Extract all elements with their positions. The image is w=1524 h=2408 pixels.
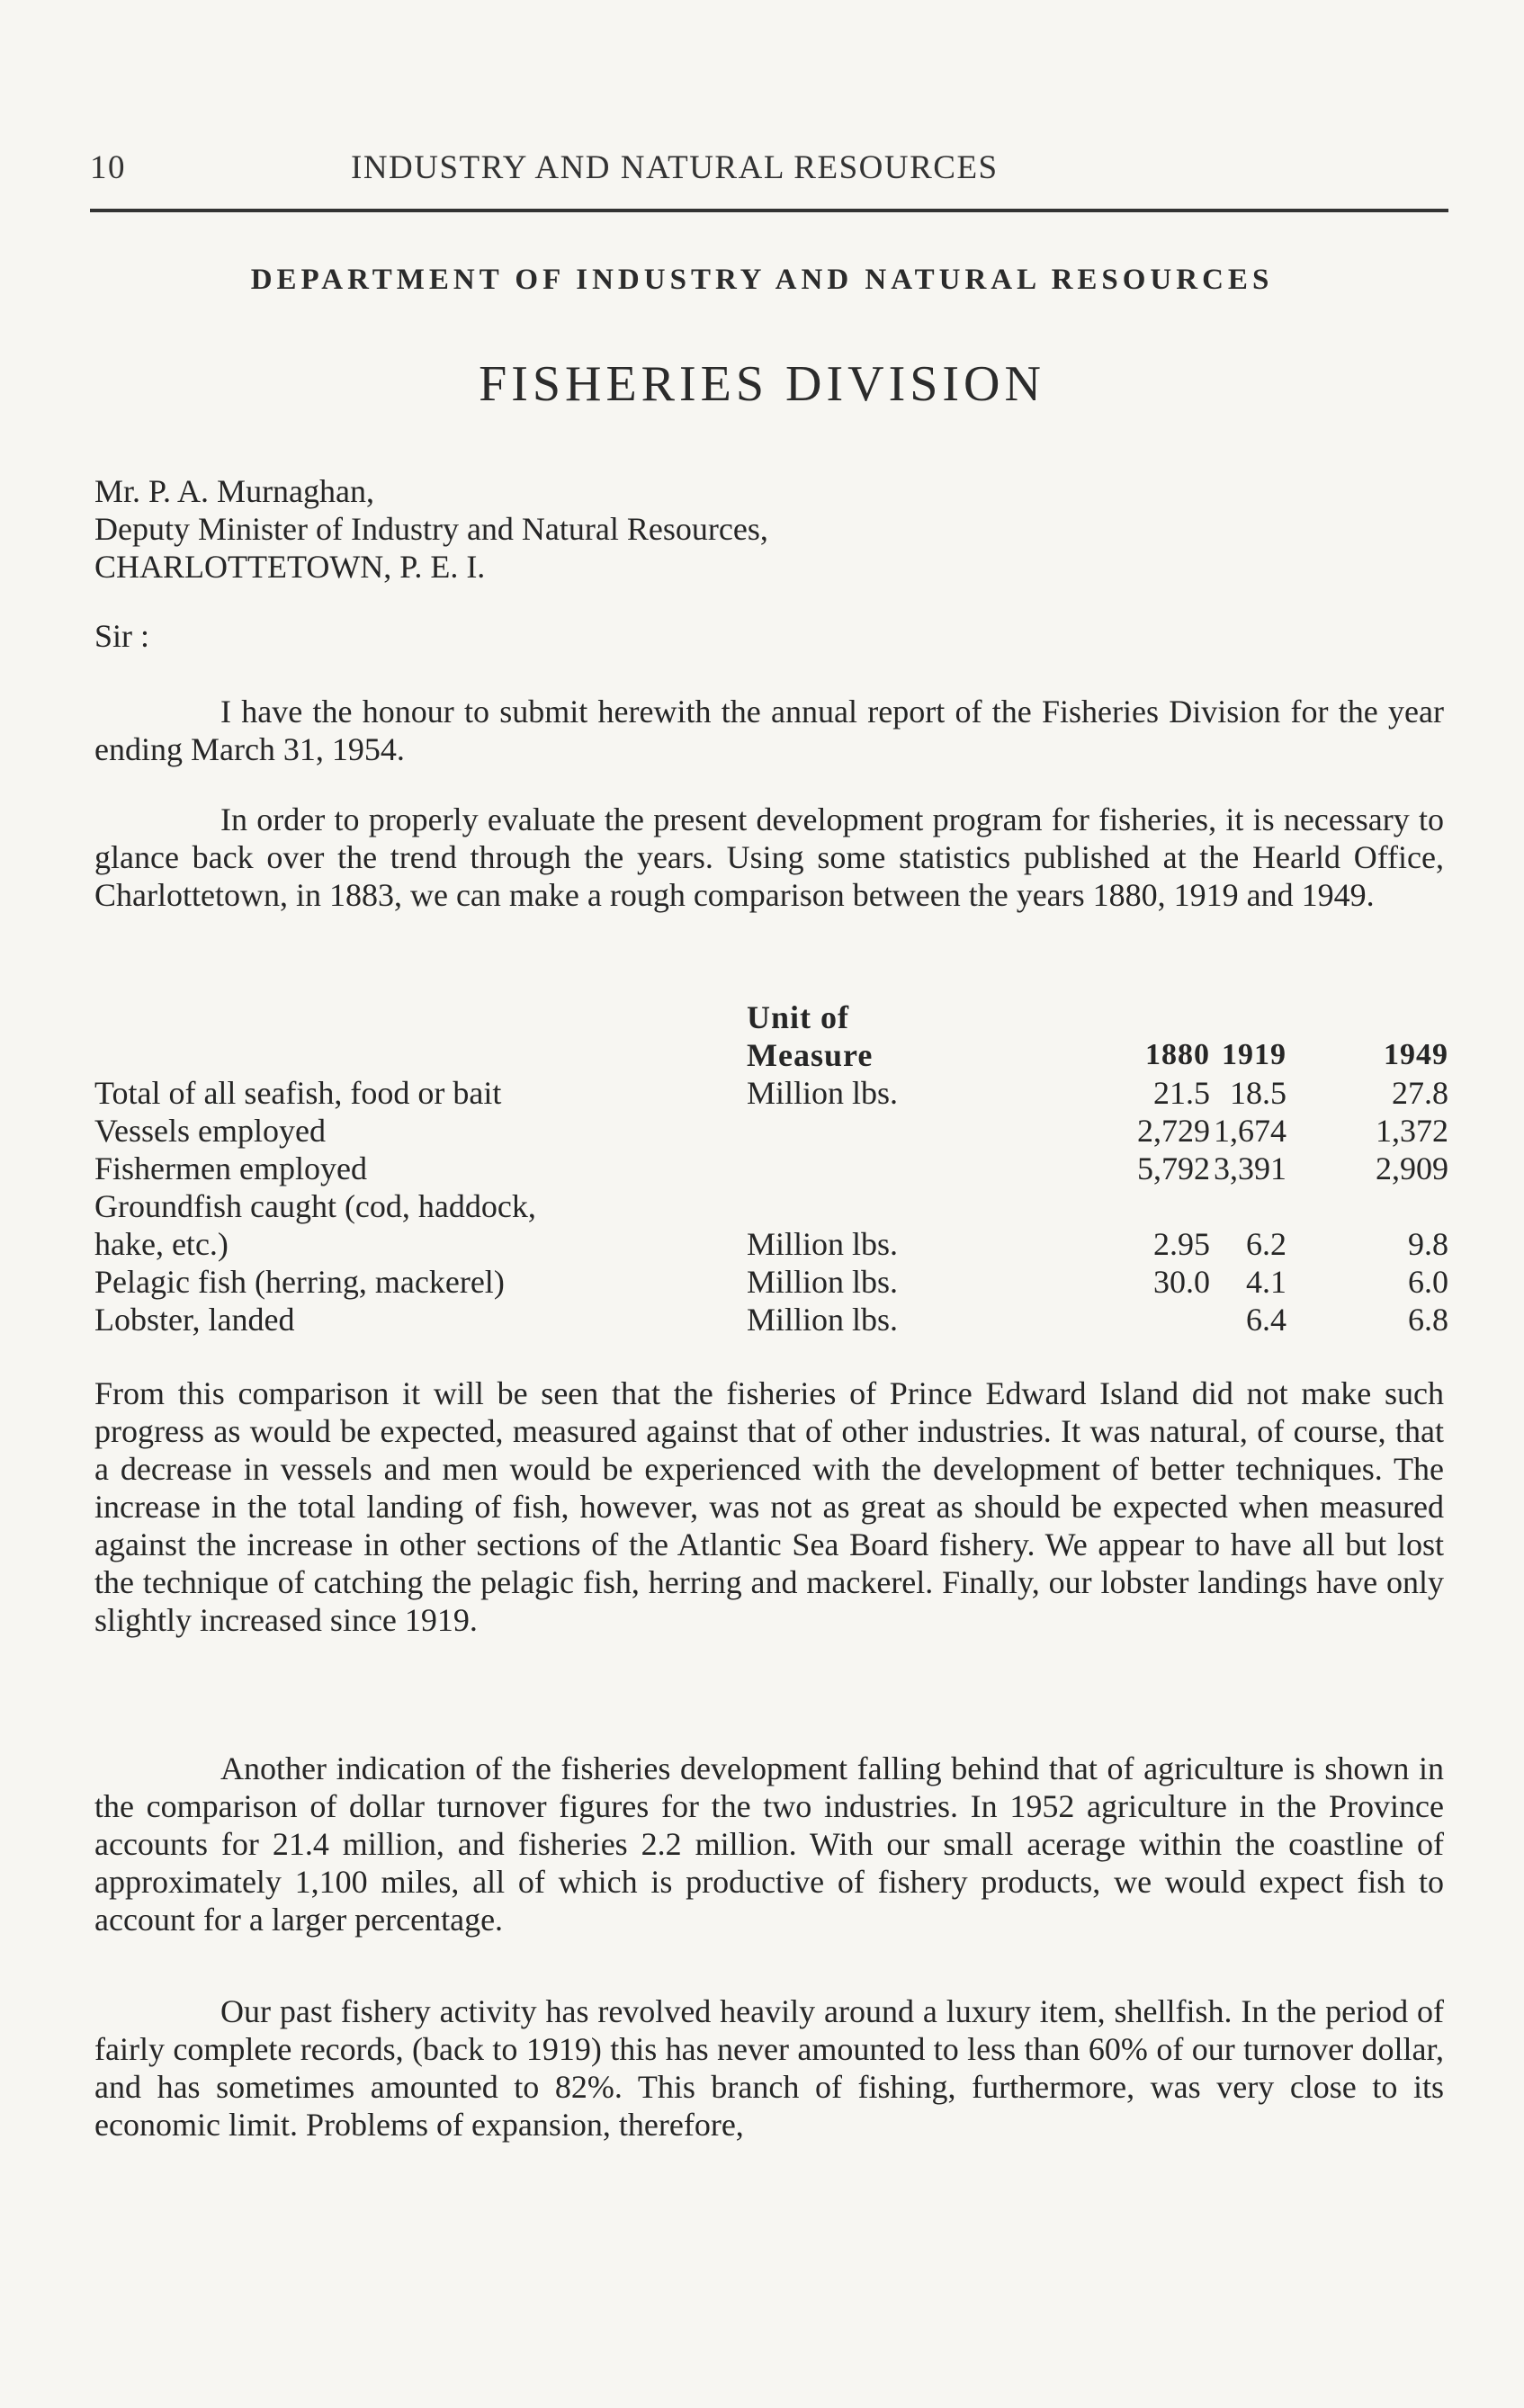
cell-1880: 30.0 <box>1153 1264 1210 1300</box>
row-unit: Million lbs. <box>747 1226 899 1262</box>
unit-header: Unit of <box>747 999 849 1035</box>
table-row <box>94 1150 1448 1187</box>
address-line: Mr. P. A. Murnaghan, <box>94 473 375 509</box>
cell-1919: 6.2 <box>1246 1226 1286 1262</box>
table-row <box>94 1074 1448 1112</box>
cell-1949: 9.8 <box>1408 1226 1448 1262</box>
row-unit: Million lbs. <box>747 1302 899 1338</box>
row-label: Lobster, landed <box>94 1302 295 1338</box>
cell-1919: 1,674 <box>1214 1113 1286 1149</box>
paragraph-text: I have the honour to submit herewith the annual report of the Fisheries Division for the year ending March 31, 1954. <box>94 694 1444 767</box>
table-header-row <box>94 998 1448 1036</box>
page-number: 10 <box>90 149 126 186</box>
paragraph <box>94 801 1444 914</box>
cell-1880: 5,792 <box>1137 1150 1210 1186</box>
paragraph <box>94 693 1444 768</box>
row-label: Total of all seafish, food or bait <box>94 1075 502 1111</box>
division-title: FISHERIES DIVISION <box>479 356 1045 412</box>
table-row <box>94 1112 1448 1150</box>
salutation: Sir : <box>94 618 150 654</box>
cell-1919: 6.4 <box>1246 1302 1286 1338</box>
cell-1949: 1,372 <box>1376 1113 1448 1149</box>
cell-1880: 2,729 <box>1137 1113 1210 1149</box>
unit-header: Measure <box>747 1037 874 1073</box>
paragraph-text: From this comparison it will be seen that the fisheries of Prince Edward Island did not make such progress as would be expected, measured against that of other industries. It was natural, of course, that a decrease in vessels and men would be experienced with the development of better techniques. The increase in the total landing of fish, however, was not as great as should be expected when measured against the increase in other sections of the Atlantic Sea Board fishery. We appear to have all but lost the technique of catching the pelagic fish, herring and mackerel. Finally, our lobster landings have only slightly increased since 1919. <box>94 1375 1444 1638</box>
department-heading: DEPARTMENT OF INDUSTRY AND NATURAL RESOURCES <box>250 264 1274 296</box>
row-label: Groundfish caught (cod, haddock, <box>94 1188 536 1224</box>
row-label: Fishermen employed <box>94 1150 367 1186</box>
address-line: CHARLOTTETOWN, P. E. I. <box>94 549 486 585</box>
fisheries-comparison-table <box>94 998 1448 1338</box>
cell-1919: 4.1 <box>1246 1264 1286 1300</box>
header-rule <box>90 209 1448 212</box>
paragraph-text: Our past fishery activity has revolved heavily around a luxury item, shellfish. In the period of fairly complete records, (back to 1919) this has never amounted to less than 60% of our turnover dollar, and has sometimes amounted to 82%. This branch of fishing, furthermore, was very close to its economic limit. Problems of expansion, therefore, <box>94 1993 1444 2143</box>
row-label: hake, etc.) <box>94 1226 229 1262</box>
row-unit: Million lbs. <box>747 1075 899 1111</box>
cell-1880: 2.95 <box>1153 1226 1210 1262</box>
paragraph <box>94 1992 1444 2144</box>
table-row <box>94 1263 1448 1301</box>
cell-1949: 6.8 <box>1408 1302 1448 1338</box>
row-label: Vessels employed <box>94 1113 326 1149</box>
row-label: Pelagic fish (herring, mackerel) <box>94 1264 505 1300</box>
cell-1949: 2,909 <box>1376 1150 1448 1186</box>
year-header: 1919 <box>1222 1038 1286 1071</box>
cell-1949: 27.8 <box>1392 1075 1448 1111</box>
address-line: Deputy Minister of Industry and Natural Resources, <box>94 511 768 547</box>
table-row <box>94 1301 1448 1338</box>
address-block <box>94 472 1444 586</box>
cell-1919: 18.5 <box>1230 1075 1286 1111</box>
table-row <box>94 1187 1448 1225</box>
paragraph <box>94 1374 1444 1639</box>
table-header-row <box>94 1036 1448 1074</box>
paragraph-text: In order to properly evaluate the present development program for fisheries, it is necessary to glance back over the trend through the years. Using some statistics published at the Hearld Office, Charlottetown, in 1883, we can make a rough comparison between the years 1880, 1919 and 1949. <box>94 801 1444 913</box>
cell-1919: 3,391 <box>1214 1150 1286 1186</box>
running-title: INDUSTRY AND NATURAL RESOURCES <box>351 149 999 186</box>
row-unit: Million lbs. <box>747 1264 899 1300</box>
year-header: 1880 <box>1145 1038 1210 1071</box>
year-header: 1949 <box>1384 1038 1448 1071</box>
cell-1880: 21.5 <box>1153 1075 1210 1111</box>
paragraph-text: Another indication of the fisheries development falling behind that of agriculture is shown in the comparison of dollar turnover figures for the two industries. In 1952 agriculture in the Province accounts for 21.4 million, and fisheries 2.2 million. With our small acerage within the coastline of approximately 1,100 miles, all of which is productive of fishery products, we would expect fish to account for a larger percentage. <box>94 1750 1444 1938</box>
table-row <box>94 1225 1448 1263</box>
cell-1949: 6.0 <box>1408 1264 1448 1300</box>
paragraph <box>94 1750 1444 1938</box>
